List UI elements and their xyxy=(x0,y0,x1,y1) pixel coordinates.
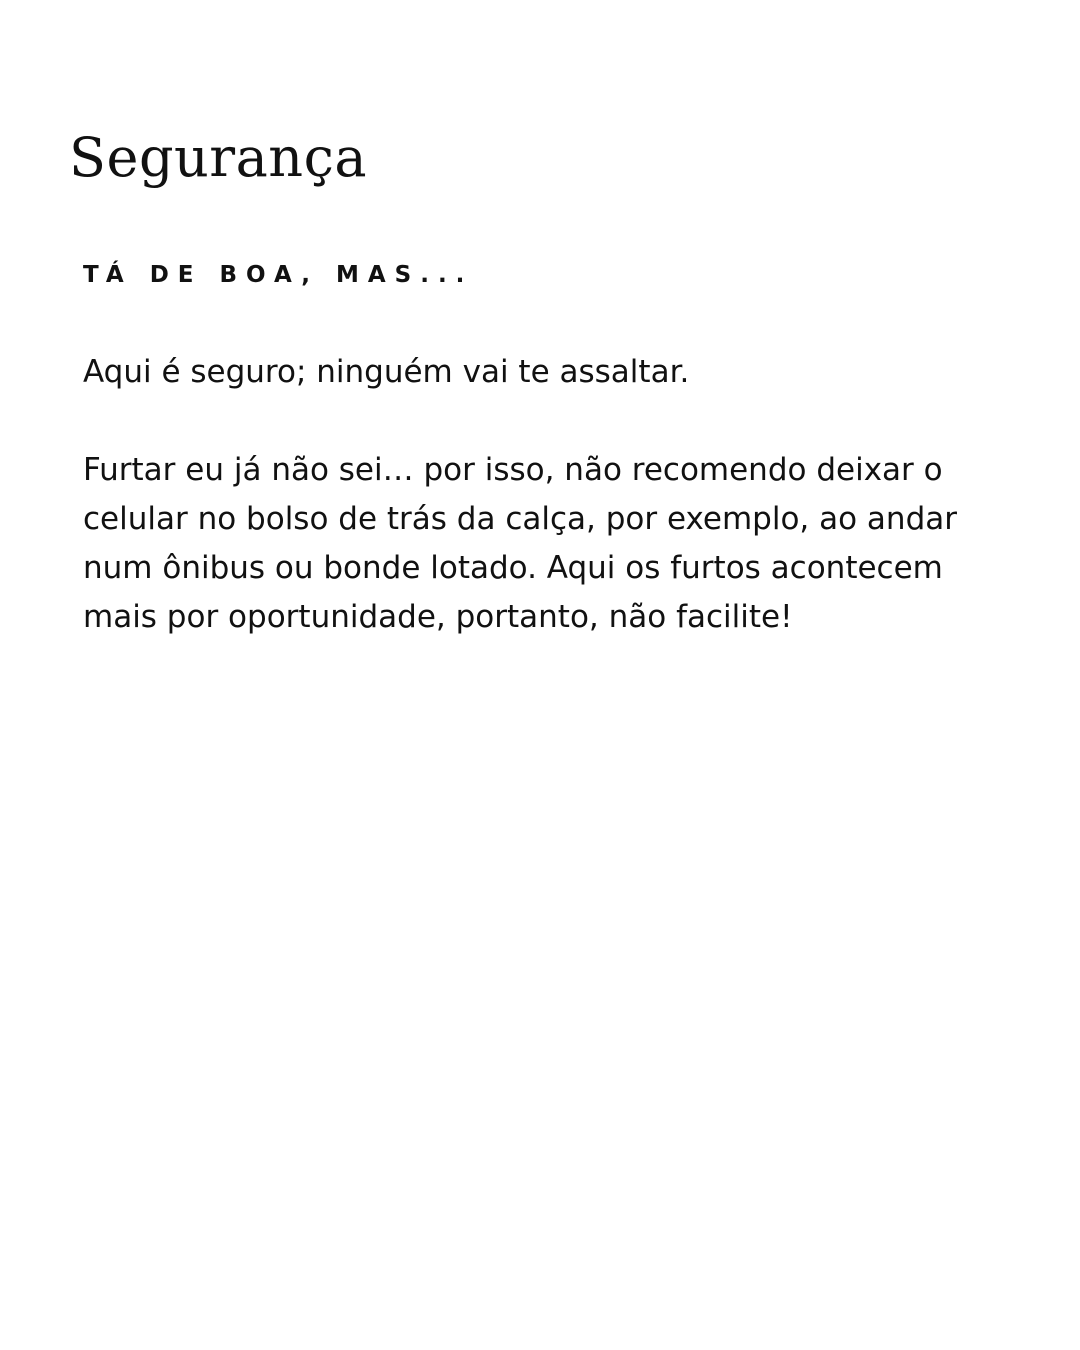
page-title: Segurança xyxy=(69,126,368,189)
paragraph: Aqui é seguro; ninguém vai te assaltar. xyxy=(83,354,690,390)
paragraph: Furtar eu já não sei… por isso, não recomendo deixar o celular no bolso de trás da calça, por exemplo, ao andar num ônibus ou bonde lotado. Aqui os furtos acontecem mais por oportunidade, portanto, não facilite! xyxy=(83,452,957,635)
section-subtitle: TÁ DE BOA, MAS... xyxy=(83,262,474,288)
body-text xyxy=(83,348,1003,642)
